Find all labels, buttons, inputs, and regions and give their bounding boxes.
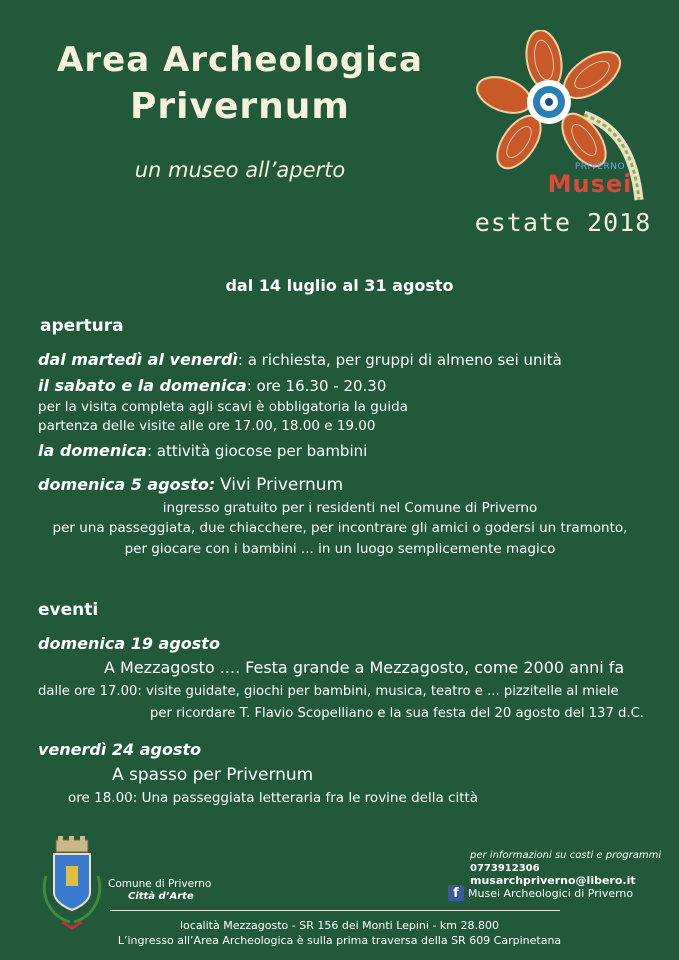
- subtitle: un museo all’aperto: [134, 158, 346, 182]
- special-title: Vivi Privernum: [219, 475, 344, 495]
- footer-divider: [110, 910, 560, 911]
- logo-small-text: PRIVERNO: [574, 162, 626, 172]
- season-label: estate 2018: [474, 208, 652, 237]
- weekday-day: dal martedì al venerdì: [38, 350, 238, 369]
- facebook-icon[interactable]: f: [448, 885, 464, 901]
- weekend-text: : ore 16.30 - 20.30: [246, 377, 387, 395]
- event1-line1: dalle ore 17.00: visite guidate, giochi per bambini, musica, teatro e ... pizzitelle al miele: [38, 684, 619, 699]
- info-label: per informazioni su costi e programmi: [470, 850, 662, 861]
- special-line3: per giocare con i bambini ... in un luogo semplicemente magico: [124, 541, 556, 557]
- apertura-heading: apertura: [40, 316, 124, 336]
- comune-name: Comune di Priverno: [108, 878, 212, 890]
- title-line1: Area Archeologica: [57, 40, 423, 80]
- email-link[interactable]: musarchpriverno@libero.it: [470, 874, 636, 887]
- event1-title: A Mezzagosto .... Festa grande a Mezzagosto, come 2000 anni fa: [104, 658, 625, 677]
- event1-day: domenica 19 agosto: [38, 634, 220, 653]
- coat-of-arms-icon: [36, 836, 108, 932]
- special-line2: per una passeggiata, due chiacchere, per incontrare gli amici o godersi un tramonto,: [52, 520, 628, 536]
- guide-note: per la visita completa agli scavi è obbligatoria la guida: [38, 399, 408, 415]
- weekend-day: il sabato e la domenica: [38, 376, 247, 395]
- weekday-row: [38, 350, 562, 369]
- weekend-row: [38, 376, 386, 395]
- weekday-text: : a richiesta, per gruppi di almeno sei unità: [237, 351, 562, 369]
- citta-arte: Città d’Arte: [128, 891, 194, 902]
- directions-line: L’ingresso all’Area Archeologica è sulla prima traversa della SR 609 Carpinetana: [117, 934, 562, 947]
- phone: 0773912306: [470, 863, 540, 874]
- event1-line2: per ricordare T. Flavio Scopelliano e la sua festa del 20 agosto del 137 d.C.: [150, 706, 644, 721]
- logo-big-text: Musei: [547, 170, 633, 198]
- special-row: [38, 475, 343, 495]
- event2-title: A spasso per Privernum: [112, 765, 314, 785]
- sunday-row: [38, 441, 367, 460]
- eventi-heading: eventi: [38, 600, 99, 620]
- title-line2: Privernum: [130, 86, 350, 127]
- facebook-link[interactable]: Musei Archeologici di Priverno: [468, 887, 634, 900]
- special-line1: ingresso gratuito per i residenti nel Comune di Priverno: [162, 500, 538, 516]
- sunday-text: : attività giocose per bambini: [146, 442, 368, 460]
- sunday-day: la domenica: [38, 441, 147, 460]
- event2-line1: ore 18.00: Una passeggiata letteraria fra le rovine della città: [68, 790, 479, 806]
- special-day: domenica 5 agosto:: [38, 475, 216, 494]
- event2-day: venerdì 24 agosto: [38, 740, 202, 759]
- date-range: dal 14 luglio al 31 agosto: [225, 276, 454, 295]
- location-line: località Mezzagosto - SR 156 dei Monti Lepini - km 28.800: [179, 919, 499, 932]
- departures: partenza delle visite alle ore 17.00, 18.00 e 19.00: [38, 418, 376, 434]
